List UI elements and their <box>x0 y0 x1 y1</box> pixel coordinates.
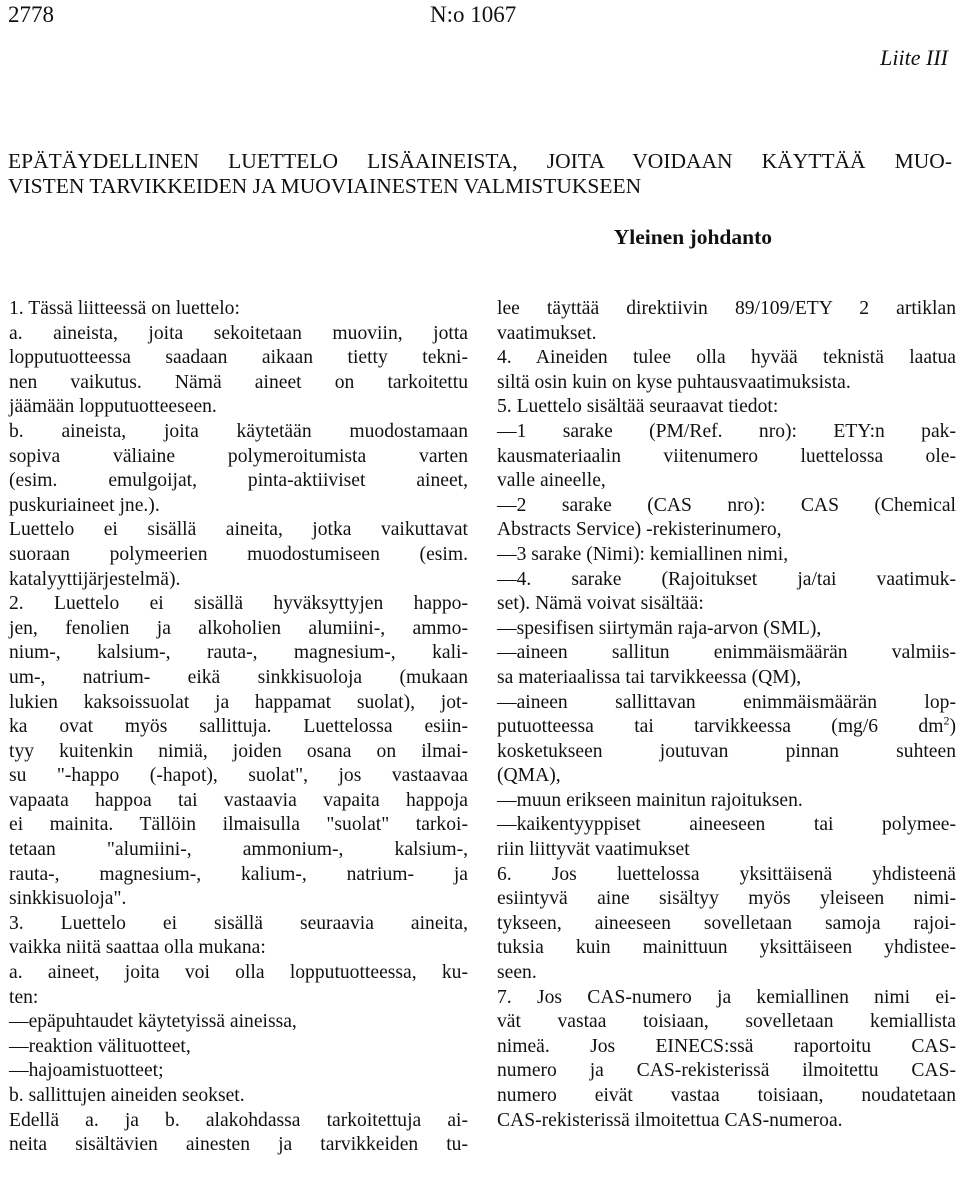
text-line: katalyyttijärjestelmä). <box>9 568 181 590</box>
text-line: nen vaikutus. Nämä aineet on tarkoitettu <box>9 371 468 393</box>
text-line: lukien kaksoissuolat ja happamat suolat), jot- <box>9 691 468 713</box>
text-line: —kaikentyyppiset aineeseen tai polymee- <box>497 814 956 836</box>
left-column <box>9 297 468 1158</box>
text-line: Abstracts Service) -rekisterinumero, <box>497 519 782 541</box>
text-line: —aineen sallitun enimmäismäärän valmiis- <box>497 642 956 664</box>
text-line: jäämään lopputuotteeseen. <box>9 396 217 418</box>
text-line: (QMA), <box>497 765 561 787</box>
text-line: 3. Luettelo ei sisällä seuraavia aineita, <box>9 912 468 934</box>
text-line: neita sisältävien ainesten ja tarvikkeiden tu- <box>9 1134 468 1156</box>
text-line: —2 sarake (CAS nro): CAS (Chemical <box>497 494 956 516</box>
document-title <box>8 148 952 197</box>
text-line: jen, fenolien ja alkoholien alumiini-, ammo- <box>9 617 468 639</box>
text-line: b. sallittujen aineiden seokset. <box>9 1085 245 1106</box>
text-line: ten: <box>9 986 39 1008</box>
text-line: —epäpuhtaudet käytetyissä aineissa, <box>9 1011 297 1033</box>
text-line: tyy kuitenkin nimiä, joiden osana on ilmai- <box>9 740 468 762</box>
text-line: seen. <box>497 962 537 984</box>
text-line: 5. Luettelo sisältää seuraavat tiedot: <box>497 396 779 418</box>
text-line: nium-, kalsium-, rauta-, magnesium-, kali- <box>9 642 468 664</box>
text-line: esiintyvä aine sisältyy myös yleiseen nimi- <box>497 888 956 910</box>
text-line: (esim. emulgoijat, pinta-aktiiviset aineet, <box>9 470 468 492</box>
section-heading: Yleinen johdanto <box>613 225 772 249</box>
text-line: —4. sarake (Rajoitukset ja/tai vaatimuk- <box>497 568 956 590</box>
text-line: ei mainita. Tällöin ilmaisulla "suolat" tarkoi- <box>9 814 468 836</box>
text-line: —muun erikseen mainitun rajoituksen. <box>497 789 803 811</box>
text-line: 4. Aineiden tulee olla hyvää teknistä laatua <box>497 347 956 369</box>
text-line: ka ovat myös sallittuja. Luettelossa esiin- <box>9 716 468 738</box>
text-line: 7. Jos CAS-numero ja kemiallinen nimi ei- <box>497 986 956 1008</box>
text-line: putuotteessa tai tarvikkeessa (mg/6 $dm^2$) <box>497 713 956 738</box>
text-line: su "-happo (-hapot), suolat", jos vastaavaa <box>9 765 468 787</box>
text-line: vaatimukset. <box>497 322 597 344</box>
page-number: 2778 <box>8 2 54 27</box>
text-line: vät vastaa toisiaan, sovelletaan kemiallista <box>497 1011 956 1033</box>
text-line: valle aineelle, <box>497 470 606 492</box>
text-line: puskuriaineet jne.). <box>9 494 160 516</box>
text-line: tykseen, aineeseen sovelletaan samoja rajoi- <box>497 912 956 934</box>
title-line: EPÄTÄYDELLINEN LUETTELO LISÄAINEISTA, JOITA VOIDAAN KÄYTTÄÄ MUO- <box>8 149 952 173</box>
text-line: vapaata happoa tai vastaavia vapaita happoja <box>9 789 468 811</box>
text-line: suoraan polymeerien muodostumiseen (esim. <box>9 543 468 565</box>
text-line: numero ja CAS-rekisterissä ilmoitettu CAS- <box>497 1060 956 1082</box>
text-line: —1 sarake (PM/Ref. nro): ETY:n pak- <box>497 420 956 442</box>
right-column <box>497 297 956 1133</box>
text-line: lee täyttää direktiivin 89/109/ETY 2 artiklan <box>497 298 956 319</box>
text-line: nimeä. Jos EINECS:ssä raportoitu CAS- <box>497 1035 956 1057</box>
text-line: tetaan "alumiini-, ammonium-, kalsium-, <box>9 839 468 861</box>
title-line: VISTEN TARVIKKEIDEN JA MUOVIAINESTEN VALMISTUKSEEN <box>8 173 642 198</box>
text-line: tuksia kuin mainittuun yksittäiseen yhdistee- <box>497 937 956 959</box>
text-line: numero eivät vastaa toisiaan, noudatetaan <box>497 1085 956 1106</box>
text-line: riin liittyvät vaatimukset <box>497 839 690 861</box>
text-line: sa materiaalissa tai tarvikkeessa (QM), <box>497 666 802 688</box>
text-line: b. aineista, joita käytetään muodostamaan <box>9 420 468 442</box>
text-line: kausmateriaalin viitenumero luettelossa ole- <box>497 445 956 467</box>
text-line: 6. Jos luettelossa yksittäisenä yhdisteenä <box>497 863 956 885</box>
text-line: siltä osin kuin on kyse puhtausvaatimuksista. <box>497 371 851 393</box>
text-line: vaikka niitä saattaa olla mukana: <box>9 937 266 959</box>
text-line: —aineen sallittavan enimmäismäärän lop- <box>497 691 956 713</box>
text-line: Edellä a. ja b. alakohdassa tarkoitettuja ai- <box>9 1109 468 1131</box>
text-line: —spesifisen siirtymän raja-arvon (SML), <box>497 617 822 639</box>
text-line: sinkkisuoloja". <box>9 888 127 910</box>
text-line: —reaktion välituotteet, <box>9 1035 191 1057</box>
annex-label: Liite III <box>880 45 948 70</box>
text-line: 1. Tässä liitteessä on luettelo: <box>9 298 240 319</box>
text-line: a. aineista, joita sekoitetaan muoviin, jotta <box>9 322 468 344</box>
text-line: 2. Luettelo ei sisällä hyväksyttyjen happo- <box>9 593 468 615</box>
text-line: set). Nämä voivat sisältää: <box>497 593 704 615</box>
text-line: um-, natrium- eikä sinkkisuoloja (mukaan <box>9 666 468 688</box>
text-line: —hajoamistuotteet; <box>9 1060 164 1082</box>
text-line: CAS-rekisterissä ilmoitettua CAS-numeroa. <box>497 1109 843 1131</box>
text-line: a. aineet, joita voi olla lopputuotteessa, ku- <box>9 962 468 984</box>
issue-number: N:o 1067 <box>430 2 517 27</box>
text-line: sopiva väliaine polymeroitumista varten <box>9 445 468 467</box>
text-line: kosketukseen joutuvan pinnan suhteen <box>497 740 956 762</box>
text-line: —3 sarake (Nimi): kemiallinen nimi, <box>497 543 789 565</box>
text-line: rauta-, magnesium-, kalium-, natrium- ja <box>9 863 468 885</box>
text-line: lopputuotteessa saadaan aikaan tietty tekni- <box>9 347 468 369</box>
text-line: Luettelo ei sisällä aineita, jotka vaikuttavat <box>9 519 468 541</box>
